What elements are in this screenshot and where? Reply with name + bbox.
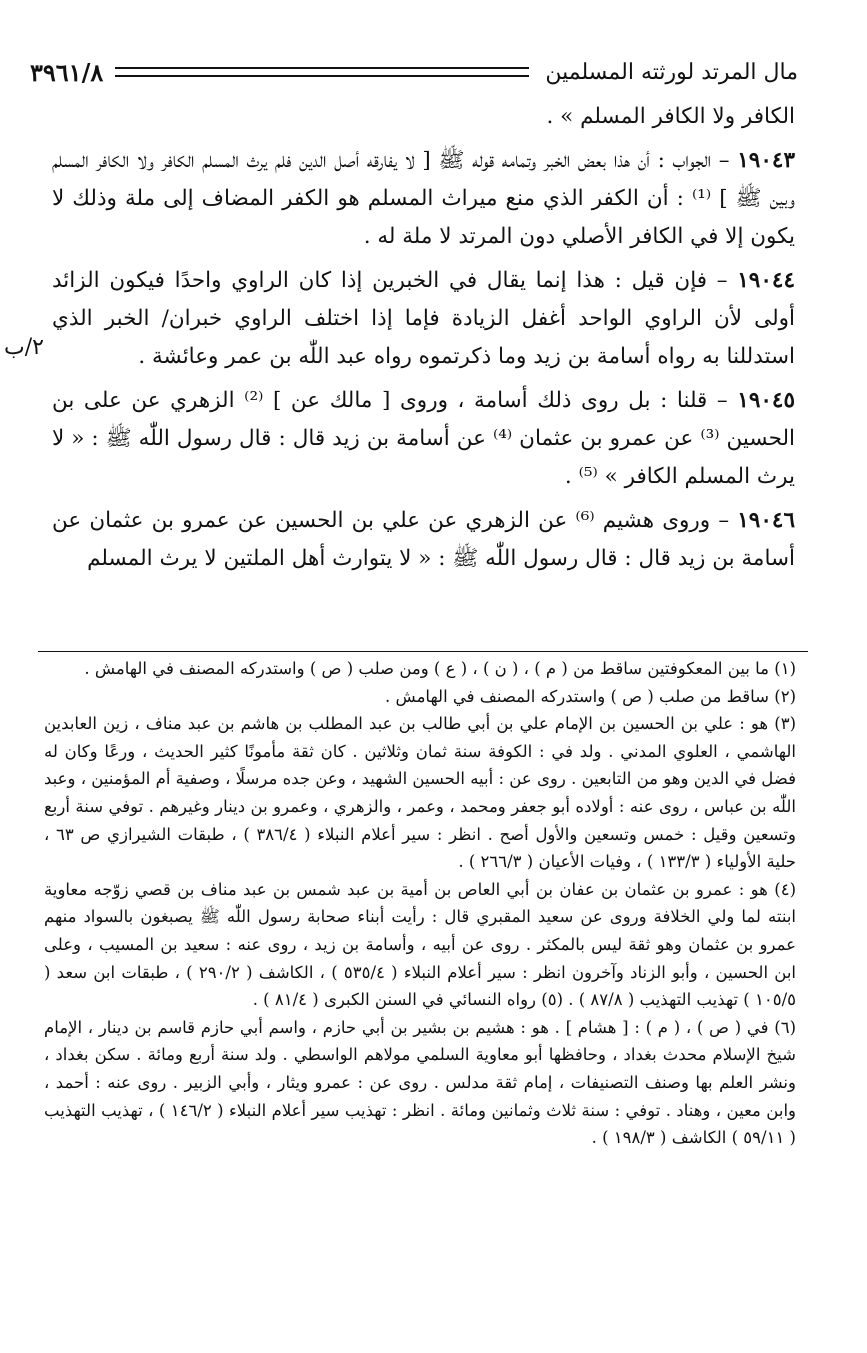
footnote-2: (٢) ساقط من صلب ( ص ) واستدركه المصنف في الهامش . bbox=[385, 686, 796, 706]
running-header bbox=[30, 54, 798, 90]
paragraph-19046 bbox=[52, 502, 795, 578]
footnotes bbox=[44, 655, 796, 1152]
paragraph-text: الكافر ولا الكافر المسلم » . bbox=[546, 104, 795, 129]
paragraph-continuation bbox=[52, 98, 795, 136]
paragraph-text: – قلنا : بل روى ذلك أسامة ، وروى [ مالك عن ] ⁽²⁾ الزهري عن على بن الحسين ⁽³⁾ عن عمرو بن عثمان ⁽⁴⁾ عن أسامة بن زيد قال : قال رسول اللّٰه ﷺ : « لا يرث المسلم الكافر » ⁽⁵⁾ . bbox=[52, 388, 795, 489]
paragraph-19045 bbox=[52, 382, 795, 496]
footnote-separator bbox=[38, 651, 808, 652]
paragraph-number: ١٩٠٤٥ bbox=[737, 388, 796, 413]
header-double-rule bbox=[115, 67, 529, 77]
main-text bbox=[52, 98, 795, 584]
paragraph-text: – وروى هشيم ⁽⁶⁾ عن الزهري عن علي بن الحسين عن عمرو بن عثمان عن أسامة بن زيد قال : قال رسول اللّٰه ﷺ : « لا يتوارث أهل الملتين لا يرث المسلم bbox=[52, 508, 795, 571]
footnote-4-5: (٤) هو : عمرو بن عثمان بن عفان بن أبي العاص بن أمية بن عبد شمس بن عبد مناف بن قصي زوّجه معاوية ابنته لما ولي الخلافة وروى عن سعيد المقبري قال : رأيت أبناء صحابة رسول اللّٰه ﷺ يصبغون بالسواد منهم عمرو بن عثمان وهو ثقة ليس بالمكثر . روى عن أبيه ، وأسامة بن زيد ، روى عنه : سعيد بن المسيب ، وعلى ابن الحسين ، وأبو الزناد وآخرون انظر : سير أعلام النبلاء ( ٥٣٥/٤ ) ، الكاشف ( ٢٩٠/٢ ) ، طبقات ابن سعد ( ١٠٥/٥ ) تهذيب التهذيب ( ٨٧/٨ ) . (٥) رواه النسائي في السنن الكبرى ( ٨١/٤ ) . bbox=[44, 879, 796, 1010]
running-title: مال المرتد لورثته المسلمين bbox=[545, 59, 798, 85]
paragraph-19044 bbox=[52, 262, 795, 376]
paragraph-number: ١٩٠٤٤ bbox=[737, 268, 795, 293]
paragraph-number: ١٩٠٤٦ bbox=[737, 508, 795, 533]
paragraph-text: – الجواب : أن هذا بعض الخبر وتمامه قوله ﷺ [ لا يفارقه أصل الدين فلم يرث المسلم الكافر ولا الكافر المسلم وبين ﷺ ] ⁽¹⁾ : أن الكفر الذي منع ميراث المسلم هو الكفر المضاف إلى ملة وذلك لا يكون إلا في الكافر الأصلي دون المرتد لا ملة له . bbox=[52, 148, 795, 249]
footnote-1: (١) ما بين المعكوفتين ساقط من ( م ) ، ( ن ) ، ( ع ) ومن صلب ( ص ) واستدركه المصنف في الهامش . bbox=[84, 659, 796, 678]
paragraph-text: – فإن قيل : هذا إنما يقال في الخبرين إذا كان الراوي واحدًا فيكون الزائد أولى لأن الراوي الواحد أغفل الزيادة فإما إذا اختلف الراوي خبران/ الخبر الذي استدللنا به رواه أسامة بن زيد وما ذكرتموه رواه عبد اللّٰه بن عمر وعائشة . bbox=[52, 268, 795, 369]
paragraph-number: ١٩٠٤٣ bbox=[737, 148, 795, 173]
footnote-3: (٣) هو : علي بن الحسين بن الإمام علي بن أبي طالب بن عبد المطلب بن هاشم بن عبد مناف ، زين العابدين الهاشمي ، العلوي المدني . ولد في : الكوفة سنة ثمان وثلاثين . كان ثقة مأمونًا كثير الحديث ، ورعًا وكان له فضل في الدين وهو من التابعين . روى عن : أبيه الحسين الشهيد ، وعن جده مرسلًا ، وصفية أم المؤمنين ، وعبد اللّٰه بن عباس ، روى عنه : أولاده أبو جعفر ومحمد ، وعمر ، والزهري ، وعمرو بن دينار وغيرهم . توفي سنة أربع وتسعين وقيل : خمس وتسعين والأول أصح . انظر : سير أعلام النبلاء ( ٣٨٦/٤ ) ، طبقات الشيرازي ص ٦٣ ، حلية الأولياء ( ١٣٣/٣ ) ، وفيات الأعيان ( ٢٦٦/٣ ) . bbox=[44, 714, 796, 872]
footnote-6: (٦) في ( ص ) ، ( م ) : [ هشام ] . هو : هشيم بن بشير بن أبي حازم ، واسم أبي حازم قاسم بن دينار ، الإمام شيخ الإسلام محدث بغداد ، وحافظها أبو معاوية السلمي مولاهم الواسطي . ولد سنة أربع ومائة . سكن بغداد ، ونشر العلم بها وصنف التصنيفات ، إمام ثقة مدلس . روى عن : عمرو ويثار ، وأبي الزبير . روى عنه : أحمد ، وابن معين ، وهناد . توفي : سنة ثلاث وثمانين ومائة . انظر : تهذيب سير أعلام النبلاء ( ١٤٦/٢ ) ، تهذيب التهذيب ( ٥٩/١١ ) الكاشف ( ١٩٨/٣ ) . bbox=[44, 1017, 797, 1148]
margin-folio-note: ٢/ب bbox=[4, 335, 44, 360]
paragraph-19043 bbox=[52, 142, 795, 256]
page-folio: ٣٩٦١/٨ bbox=[30, 57, 104, 87]
